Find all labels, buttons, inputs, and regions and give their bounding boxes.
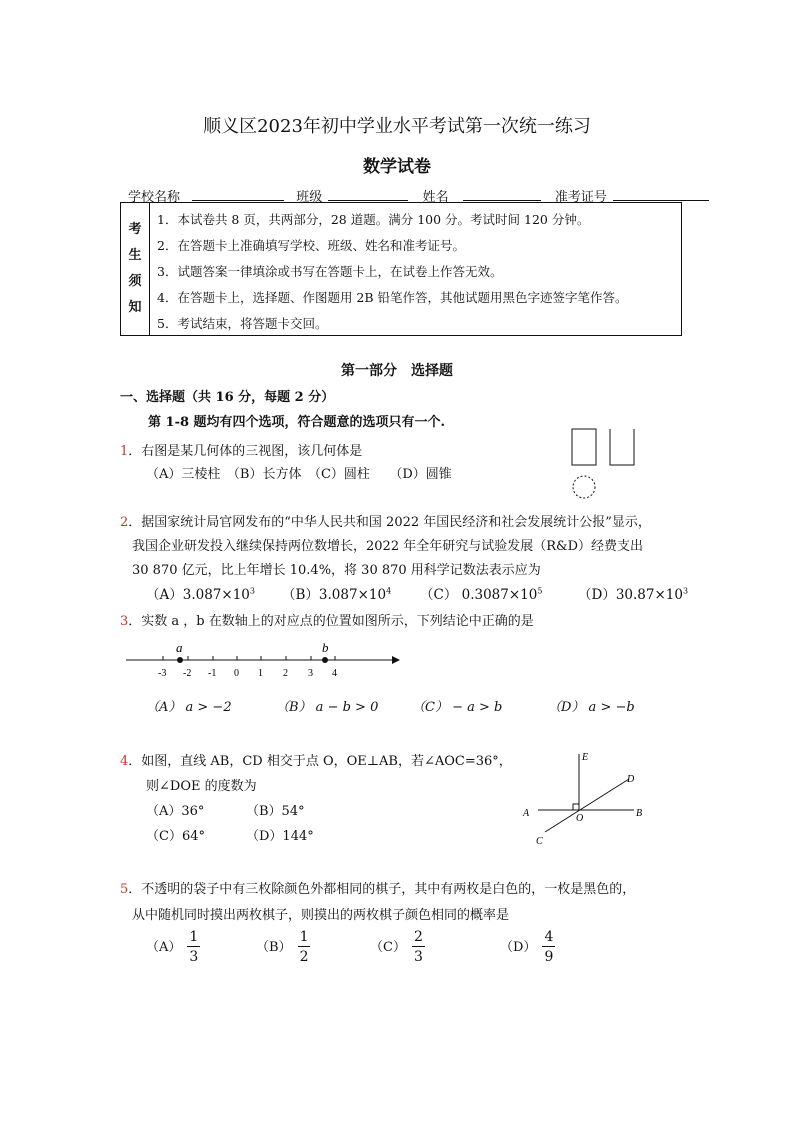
option-text: （A）3.087×10 (146, 587, 250, 603)
number-line-figure (120, 640, 410, 682)
question-4-line1 (120, 750, 512, 769)
fraction (187, 928, 200, 967)
ticket-label: 准考证号 (554, 190, 607, 205)
option-text: （B）3.087×10 (282, 587, 387, 603)
question-2-option-c (420, 583, 542, 603)
point-a-dot (177, 657, 183, 663)
question-1-stem (120, 440, 362, 459)
notice-side-char: 生 (128, 248, 142, 263)
school-blank[interactable] (192, 188, 284, 201)
exam-subtitle: 数学试卷 (363, 157, 431, 177)
question-3-option-a: （A） a > −2 (146, 700, 232, 715)
question-4-option-a: （A）36° (146, 804, 205, 819)
fraction (542, 928, 555, 967)
question-number: 4 (120, 754, 129, 769)
question-4-option-c: （C）64° (146, 829, 205, 844)
fraction (412, 928, 425, 967)
question-5-line1 (120, 878, 635, 897)
question-3-option-b: （B） a − b > 0 (276, 700, 379, 715)
denominator: 3 (413, 949, 423, 965)
question-number: 5 (120, 882, 129, 897)
option-label: （B） (256, 940, 292, 955)
numerator: 1 (189, 929, 199, 945)
label-b: B (636, 808, 643, 819)
exam-notice-box (120, 202, 682, 336)
question-4-line2: 则∠DOE 的度数为 (146, 779, 257, 794)
label-d: D (627, 774, 635, 785)
question-number: 1 (120, 444, 129, 459)
tick-marks (163, 656, 335, 660)
notice-line: 4．在答题卡上，选择题、作图题用 2B 铅笔作答，其他试题用黑色字迹签字笔作答。 (157, 290, 628, 305)
school-label: 学校名称 (128, 190, 181, 205)
tick-label: -3 (158, 668, 167, 679)
name-blank[interactable] (463, 188, 541, 201)
question-text: ．实数 a ，b 在数轴上的对应点的位置如图所示，下列结论中正确的是 (128, 614, 534, 629)
side-view-rect (610, 429, 634, 465)
exam-title: 顺义区2023年初中学业水平考试第一次统一练习 (203, 116, 591, 137)
tick-label: 2 (283, 668, 288, 679)
question-number: 2 (120, 515, 129, 530)
question-3-stem (120, 610, 534, 629)
line-cd (545, 779, 629, 832)
point-b-dot (322, 657, 328, 663)
section-heading: 一、选择题（共 16 分，每题 2 分） (120, 390, 335, 405)
section-note: 第 1-8 题均有四个选项，符合题意的选项只有一个. (148, 415, 446, 430)
label-a: A (523, 808, 530, 819)
denominator: 3 (189, 949, 199, 965)
question-2-option-d (578, 583, 688, 603)
axis-arrow (392, 656, 400, 664)
name-label: 姓名 (422, 190, 449, 205)
question-5-option-a (146, 928, 200, 967)
question-number: 3 (120, 614, 129, 629)
question-1-options: （A）三棱柱 （B）长方体 （C）圆柱 （D）圆锥 (146, 467, 452, 482)
three-view-figure (560, 425, 650, 503)
tick-label: 0 (234, 668, 239, 679)
top-view-circle (573, 476, 595, 498)
right-angle-mark (573, 804, 579, 810)
exponent: 5 (537, 586, 543, 596)
tick-label: 1 (258, 668, 263, 679)
question-2-line2: 我国企业研发投入继续保持两位数增长，2022 年全年研究与试验发展（R&D）经费支出 (132, 539, 643, 554)
question-3-option-c: （C） − a > b (412, 700, 503, 715)
notice-line: 1．本试卷共 8 页，共两部分，28 道题。满分 100 分。考试时间 120 分钟。 (157, 212, 590, 227)
label-e: E (582, 752, 589, 763)
tick-labels (158, 668, 337, 679)
question-5-option-d (500, 928, 555, 967)
numerator: 1 (299, 929, 309, 945)
part-one-heading: 第一部分 选择题 (341, 363, 453, 379)
question-text: ．如图，直线 AB，CD 相交于点 O，OE⊥AB，若∠AOC=36°， (128, 754, 512, 769)
question-text: ．据国家统计局官网发布的“中华人民共和国 2022 年国民经济和社会发展统计公报”显示， (128, 515, 651, 530)
tick-label: -1 (208, 668, 217, 679)
notice-side-label (121, 203, 150, 335)
exponent: 4 (386, 586, 392, 596)
intersecting-lines-figure (518, 748, 653, 850)
notice-side-char: 知 (128, 300, 142, 315)
denominator: 2 (299, 949, 309, 965)
question-text: ．右图是某几何体的三视图，该几何体是 (128, 444, 363, 459)
label-c: C (536, 836, 543, 847)
tick-label: 4 (332, 668, 337, 679)
option-label: （D） (500, 940, 537, 955)
question-2-line1 (120, 511, 651, 530)
question-3-option-d: （D） a > −b (548, 700, 635, 715)
tick-label: -2 (183, 668, 192, 679)
tick-label: 3 (308, 668, 313, 679)
figure-labels (522, 752, 642, 847)
point-b-label: b (322, 640, 329, 655)
class-blank[interactable] (328, 188, 408, 201)
numerator: 4 (544, 929, 554, 945)
notice-side-char: 须 (128, 274, 142, 289)
exponent: 3 (249, 586, 255, 596)
question-2-line3: 30 870 亿元，比上年增长 10.4%，将 30 870 用科学记数法表示应为 (132, 563, 541, 578)
point-a-label: a (176, 640, 183, 655)
question-5-line2: 从中随机同时摸出两枚棋子，则摸出的两枚棋子颜色相同的概率是 (132, 908, 510, 923)
option-label: （C） (370, 940, 406, 955)
option-text: （C） 0.3087×10 (420, 587, 538, 603)
class-label: 班级 (296, 190, 323, 205)
option-text: （D）30.87×10 (578, 587, 683, 603)
question-4-option-b: （B）54° (246, 804, 305, 819)
front-view-rect (572, 429, 596, 465)
notice-line: 5．考试结束，将答题卡交回。 (157, 316, 328, 331)
question-2-option-b (282, 583, 391, 603)
notice-side-char: 考 (128, 222, 142, 237)
denominator: 9 (544, 949, 554, 965)
question-2-option-a (146, 583, 255, 603)
ticket-blank[interactable] (613, 188, 709, 201)
question-text: ．不透明的袋子中有三枚除颜色外都相同的棋子，其中有两枚是白色的，一枚是黑色的， (128, 882, 636, 897)
exponent: 3 (682, 586, 689, 596)
option-label: （A） (146, 940, 182, 955)
label-o: O (576, 813, 584, 824)
question-4-option-d: （D）144° (246, 829, 314, 844)
notice-line: 3．试题答案一律填涂或书写在答题卡上，在试卷上作答无效。 (157, 264, 503, 279)
question-5-option-c (370, 928, 425, 967)
notice-line: 2．在答题卡上准确填写学校、班级、姓名和准考证号。 (157, 238, 465, 253)
question-5-option-b (256, 928, 310, 967)
numerator: 2 (413, 929, 423, 945)
fraction (298, 928, 311, 967)
